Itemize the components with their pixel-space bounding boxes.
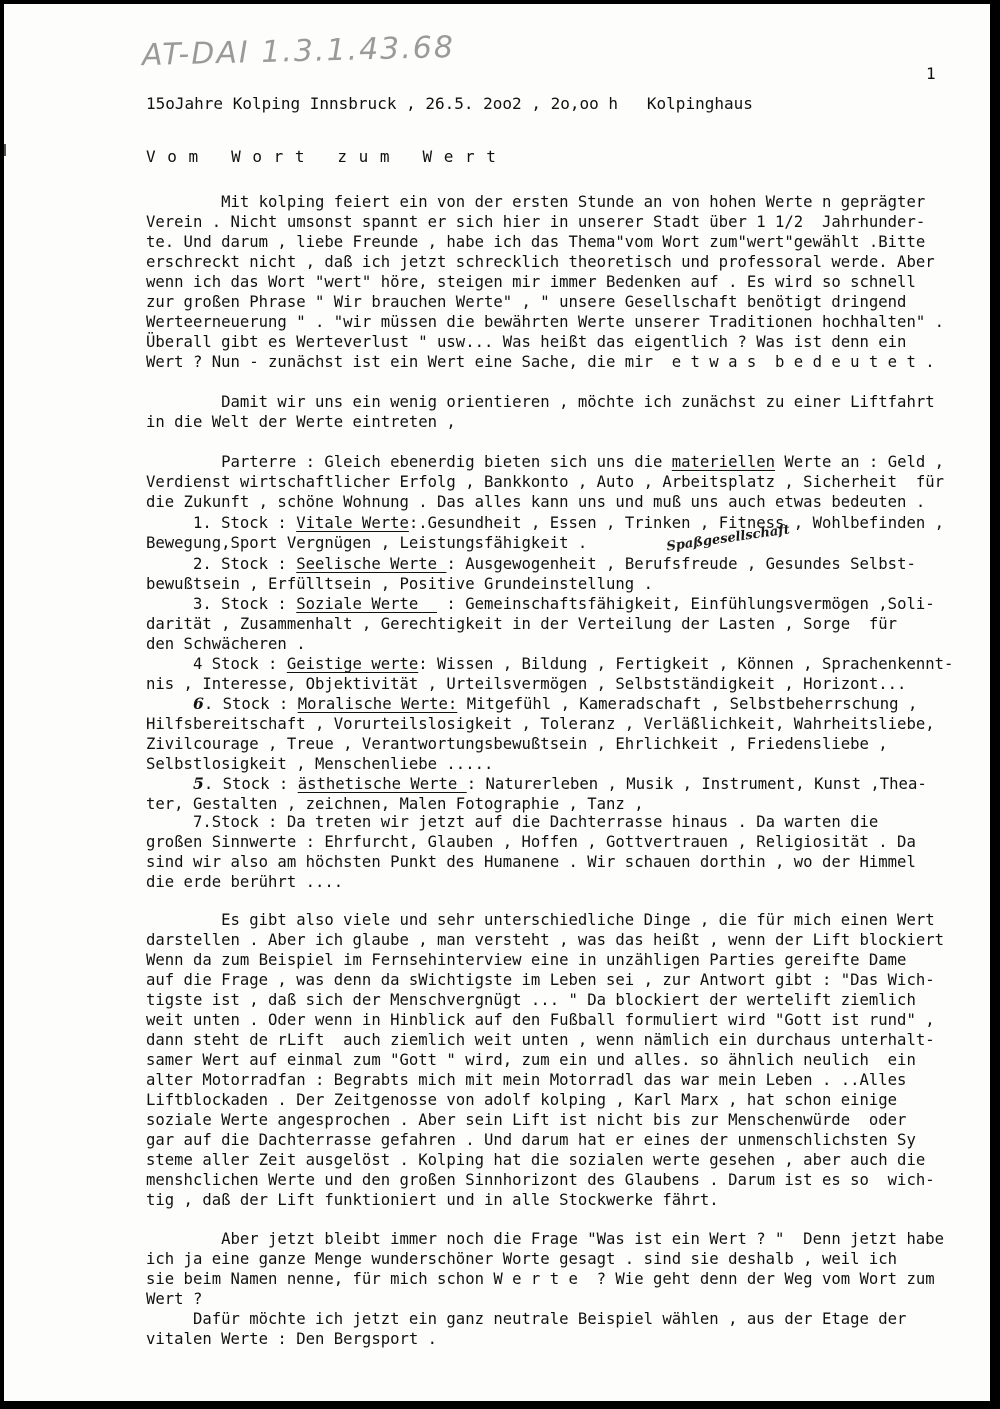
underlined-term: Geistige werte [286,655,419,673]
text-line: Wenn da zum Beispiel im Fernsehinterview eine in unzähligen Parties gereifte Dame [146,951,907,969]
text-line: darität , Zusammenhalt , Gerechtigkeit in der Verteilung der Lasten , Sorge für [146,615,898,633]
archive-stamp: AT-DAI 1.3.1.43.68 [141,29,456,74]
text-line: soziale Werte angesprochen . Aber sein Lift ist nicht bis zur Menschenwürde oder [146,1111,907,1129]
underlined-term: Vitale Werte [296,514,409,532]
underlined-term: Soziale Werte [296,595,438,613]
text-line: Mit kolping feiert ein von der ersten Stunde an von hohen Werte n geprägter [146,193,926,211]
text-line: großen Sinnwerte : Ehrfurcht, Glauben , Hoffen , Gottvertrauen , Religiosität . Da [146,833,916,851]
text-line: alter Motorradfan : Begrabts mich mit mein Motorradl das war mein Leben . ..Alles [146,1071,907,1089]
text-line: sind wir also am höchsten Punkt des Humanene . Wir schauen dorthin , wo der Himmel [146,853,916,871]
text-line: Wert ? Nun - zunächst ist ein Wert eine Sache, die mir e t w a s b e d e u t e t . [146,353,935,371]
text-line: die Zukunft , schöne Wohnung . Das alles kann uns und muß uns auch etwas bedeuten . [146,493,926,511]
floor-2: 2. Stock : Seelische Werte : Ausgewogenheit , Berufsfreude , Gesundes Selbst- [146,555,916,573]
text-line: nis , Interesse, Objektivität , Urteilsvermögen , Selbstständigkeit , Horizont... [146,675,907,693]
handwritten-number: 6 [192,694,204,713]
text-line: Selbstlosigkeit , Menschenliebe ..... [146,755,494,773]
text-line: Dafür möchte ich jetzt ein ganz neutrale Beispiel wählen , aus der Etage der [146,1310,907,1328]
text-line: darstellen . Aber ich glaube , man versteht , was das heißt , wenn der Lift blockiert [146,931,944,949]
underlined-term: materiellen [671,453,776,471]
text-line: ter, Gestalten , zeichnen, Malen Fotographie , Tanz , [146,795,644,813]
document-header: 15oJahre Kolping Innsbruck , 26.5. 2oo2 , 2o,oo h Kolpinghaus [146,94,753,113]
text-line: bewußtsein , Erfülltsein , Positive Grundeinstellung . [146,575,653,593]
text-line: erschreckt nicht , daß ich jetzt schrecklich theoretisch und professoral werde. Aber [146,253,935,271]
underlined-term: Seelische Werte [296,555,447,573]
text-line: tig , daß der Lift funktioniert und in alle Stockwerke fährt. [146,1191,719,1209]
scan-edge-mark [4,144,6,156]
text-line: tigste ist , daß sich der Menschvergnügt ... " Da blockiert der wertelift ziemlich [146,991,916,1009]
text-line: Verein . Nicht umsonst spannt er sich hier in unserer Stadt über 1 1/2 Jahrhunder- [146,213,926,231]
text-line: weit unten . Oder wenn in Hinblick auf den Fußball formuliert wird "Gott ist rund" , [146,1011,935,1029]
floor-5: 5. Stock : ästhetische Werte : Naturerleben , Musik , Instrument, Kunst ,Thea- [192,774,927,793]
text-line: Werteerneuerung " . "wir müssen die bewährten Werte unserer Traditionen hochhalten" . [146,313,944,331]
text-line: Aber jetzt bleibt immer noch die Frage "Was ist ein Wert ? " Denn jetzt habe [146,1230,944,1248]
document-title: V o m W o r t z u m W e r t [146,147,497,166]
floor-1: 1. Stock : Vitale Werte:.Gesundheit , Essen , Trinken , Fitness , Wohlbefinden , [146,514,945,532]
text-line: wenn ich das Wort "wert" höre, steigen mir immer Bedenken auf . Es wird so schnell [146,273,916,291]
floor-parterre: Parterre : Gleich ebenerdig bieten sich uns die materiellen Werte an : Geld , [146,453,945,471]
text-line: steme aller Zeit ausgelöst . Kolping hat die sozialen werte gesehen , aber auch die [146,1151,926,1169]
text-line: die erde berührt .... [146,873,344,891]
text-line: vitalen Werte : Den Bergsport . [146,1330,438,1348]
text-line: Liftblockaden . Der Zeitgenosse von adolf kolping , Karl Marx , hat schon einige [146,1091,898,1109]
text-line: menshclichen Werte und den großen Sinnhorizont des Glaubens . Darum ist es so wich- [146,1171,935,1189]
text-line: Wert ? [146,1290,203,1308]
text-line: Es gibt also viele und sehr unterschiedliche Dinge , die für mich einen Wert [146,911,935,929]
underlined-term: Moralische Werte: [297,695,458,713]
floor-4: 4 Stock : Geistige werte: Wissen , Bildung , Fertigkeit , Können , Sprachenkennt- [146,655,954,673]
text-line: Verdienst wirtschaftlicher Erfolg , Bankkonto , Auto , Arbeitsplatz , Sicherheit für [146,473,944,491]
text-line: Überall gibt es Werteverlust " usw... Was heißt das eigentlich ? Was ist denn ein [146,333,907,351]
floor-7: 7.Stock : Da treten wir jetzt auf die Dachterrasse hinaus . Da warten die [146,813,879,831]
text-line: auf die Frage , was denn da sWichtigste im Leben sei , zur Antwort gibt : "Das Wich- [146,971,935,989]
floor-3: 3. Stock : Soziale Werte : Gemeinschaftsfähigkeit, Einfühlungsvermögen ,Soli- [146,595,935,613]
text-line: Zivilcourage , Treue , Verantwortungsbewußtsein , Ehrlichkeit , Friedensliebe , [146,735,888,753]
text-line: Damit wir uns ein wenig orientieren , möchte ich zunächst zu einer Liftfahrt [146,393,935,411]
floor-6: 6. Stock : Moralische Werte: Mitgefühl , Kameradschaft , Selbstbeherrschung , [192,694,918,713]
text-line: ich ja eine ganze Menge wunderschöner Worte gesagt . sind sie deshalb , weil ich [146,1250,898,1268]
text-line: Hilfsbereitschaft , Vorurteilslosigkeit , Toleranz , Verläßlichkeit, Wahrheitsliebe, [146,715,935,733]
handwritten-annotation: Spaßgesellschaft [665,522,791,555]
text-line: in die Welt der Werte eintreten , [146,413,456,431]
text-line: zur großen Phrase " Wir brauchen Werte" , " unsere Gesellschaft benötigt dringend [146,293,907,311]
underlined-term: ästhetische Werte [297,775,467,793]
handwritten-number: 5 [192,774,204,793]
page-number: 1 [926,64,936,83]
text-line: den Schwächeren . [146,635,306,653]
document-page [4,4,990,1401]
text-line: te. Und darum , liebe Freunde , habe ich das Thema"vom Wort zum"wert"gewählt .Bitte [146,233,926,251]
text-line: gar auf die Dachterrasse gefahren . Und darum hat er eines der unmenschlichsten Sy [146,1131,916,1149]
text-line: dann steht de rLift auch ziemlich weit unten , wenn nämlich ein durchaus unterhalt- [146,1031,935,1049]
text-line: sie beim Namen nenne, für mich schon W e r t e ? Wie geht denn der Weg vom Wort zum [146,1270,935,1288]
text-line: samer Wert auf einmal zum "Gott " wird, zum ein und alles. so ähnlich neulich ein [146,1051,916,1069]
text-line: Bewegung,Sport Vergnügen , Leistungsfähigkeit . [146,534,588,552]
